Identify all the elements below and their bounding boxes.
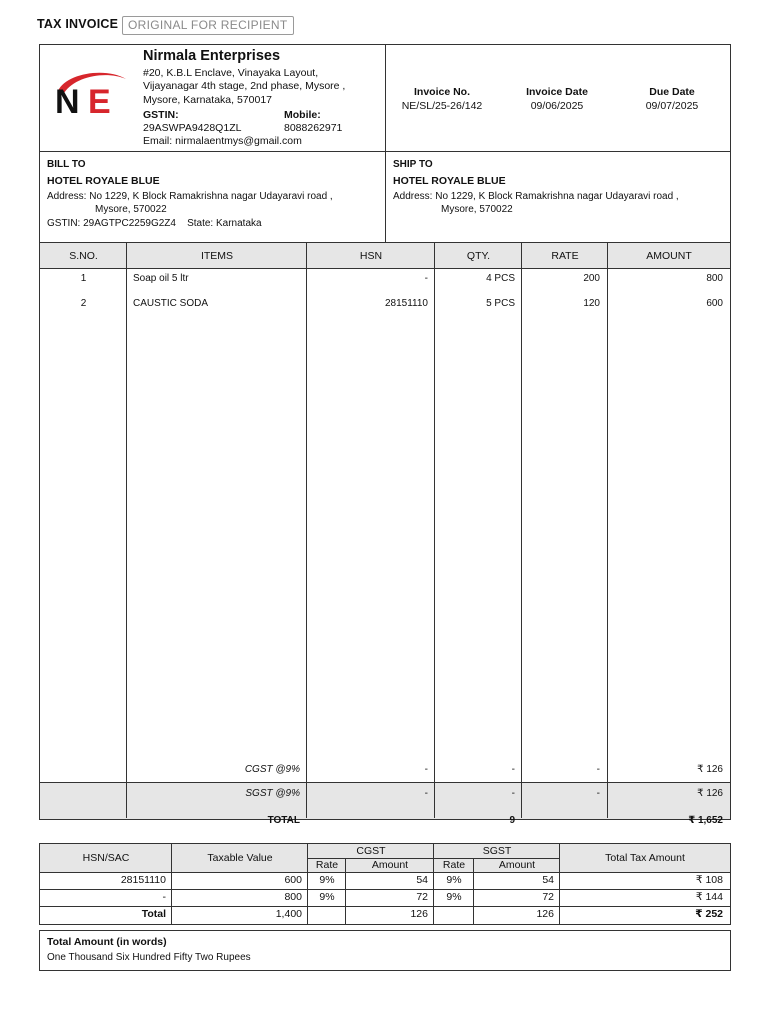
company-logo-icon [52,69,132,117]
invoice-meta [386,45,732,151]
company-address-line: Mysore, Karnataka, 570017 [143,93,272,106]
bill-to-address [47,190,333,216]
column-divider [435,243,522,818]
ship-to-address-line: Mysore, 570022 [441,204,513,215]
items-table [40,243,730,826]
tax-col-sgst-amount: Amount [498,859,536,871]
company-mobile-label: Mobile: [284,109,321,121]
tax-col-cgst: CGST [356,845,386,857]
column-divider [307,243,435,818]
ship-to-address [393,190,679,216]
bill-to-label: BILL TO [47,159,86,170]
company-email-label: Email: [143,135,173,147]
tax-col-taxable: Taxable Value [207,852,273,864]
column-divider [522,243,608,818]
document-title: TAX INVOICE [37,17,119,31]
company-mobile: 8088262971 [284,122,343,134]
sgst-hsn: - [424,788,428,799]
row-divider [40,906,730,907]
tax-summary-table [39,843,731,925]
tax-col-cgst-rate: Rate [315,859,339,871]
cgst-label: CGST @9% [244,764,300,775]
ship-to-block [386,152,732,242]
bill-to-name: HOTEL ROYALE BLUE [47,175,160,187]
bill-to-state: Karnataka [216,218,262,229]
items-total-qty: 9 [509,815,515,826]
column-divider [40,243,127,818]
col-header-hsn: HSN [359,250,383,262]
amount-in-words: One Thousand Six Hundred Fifty Two Rupees [47,952,251,963]
item-qty: 5 PCS [486,298,515,309]
item-qty: 4 PCS [486,273,515,284]
svg-text:N: N [55,83,77,117]
company-email-line [143,135,302,147]
tax-row-total: ₹ 108 [695,874,723,886]
tax-row-cgst-rate: 9% [319,874,335,886]
invoice-number-block [386,85,498,113]
sgst-qty: - [511,788,515,799]
bill-to-state-label: State: [187,218,214,229]
cgst-qty: - [511,764,515,775]
tax-total-taxable: 1,400 [275,908,302,920]
bill-to-address-line: No 1229, K Block Ramakrishna nagar Udayaravi road , [89,191,333,202]
sgst-label: SGST @9% [245,788,300,799]
tax-col-total: Total Tax Amount [605,852,685,864]
tax-row-sgst-rate: 9% [446,874,462,886]
company-email: nirmalaentmys@gmail.com [175,135,302,147]
company-address-line: #20, K.B.L Enclave, Vinayaka Layout, [143,67,319,79]
col-header-amount: AMOUNT [646,250,692,262]
company-name: Nirmala Enterprises [143,48,281,64]
party-section [40,152,730,243]
amount-in-words-block [39,930,731,971]
item-name: Soap oil 5 ltr [133,273,189,284]
tax-row-cgst-rate: 9% [319,891,335,903]
ship-to-name: HOTEL ROYALE BLUE [393,175,506,187]
column-divider [127,243,307,818]
tax-row-sgst-amount: 72 [542,891,554,903]
col-header-sno: S.NO. [69,250,98,262]
tax-row-taxable: 600 [284,874,302,886]
tax-total-amount: ₹ 252 [695,908,723,920]
bill-to-address-label: Address: [47,191,87,202]
tax-row-hsn: 28151110 [120,874,166,886]
col-header-qty: QTY. [466,250,491,262]
tax-total-sgst: 126 [536,908,554,920]
cgst-rate: - [596,764,600,775]
items-total-label: TOTAL [267,815,300,826]
tax-row-sgst-amount: 54 [542,874,554,886]
amount-in-words-label: Total Amount (in words) [47,936,167,948]
item-sno: 2 [80,298,87,309]
cgst-amount: ₹ 126 [697,764,723,775]
bill-to-address-line: Mysore, 570022 [95,204,167,215]
item-hsn: 28151110 [384,298,428,309]
tax-row-taxable: 800 [284,891,302,903]
item-rate: 120 [583,298,600,309]
invoice-number: NE/SL/25-26/142 [401,100,483,112]
invoice-top-section [40,45,730,152]
item-hsn: - [424,273,428,284]
tax-col-cgst-amount: Amount [371,859,409,871]
invoice-date-block [501,85,613,113]
row-divider [40,889,730,890]
company-gstin: 29ASWPA9428Q1ZL [143,122,242,134]
ship-to-address-line: No 1229, K Block Ramakrishna nagar Udayaravi road , [435,191,679,202]
item-amount: 600 [706,298,723,309]
tax-row-cgst-amount: 72 [416,891,428,903]
sgst-rate: - [596,788,600,799]
company-address [143,67,383,107]
item-name: CAUSTIC SODA [133,298,209,309]
due-date: 09/07/2025 [645,100,699,112]
tax-col-hsn: HSN/SAC [82,852,130,864]
cgst-hsn: - [424,764,428,775]
company-block [40,45,386,151]
tax-row-cgst-amount: 54 [416,874,428,886]
tax-total-label: Total [141,908,166,920]
item-sno: 1 [80,273,87,284]
tax-row-total: ₹ 144 [695,891,723,903]
items-total-amount: ₹ 1,652 [688,815,723,826]
invoice-number-label: Invoice No. [413,86,470,98]
invoice-frame [39,44,731,826]
bill-to-gst-line [47,218,262,229]
tax-row-hsn: - [162,891,166,903]
sgst-amount: ₹ 126 [697,788,723,799]
invoice-date-label: Invoice Date [526,86,588,98]
bill-to-block [40,152,386,242]
company-gstin-label: GSTIN: [143,109,179,121]
bill-to-gstin-label: GSTIN: [47,218,81,229]
col-header-rate: RATE [551,250,579,262]
item-rate: 200 [583,273,600,284]
invoice-date: 09/06/2025 [530,100,584,112]
col-header-items: ITEMS [200,250,234,262]
row-divider [40,872,730,873]
tax-row-sgst-rate: 9% [446,891,462,903]
item-amount: 800 [706,273,723,284]
copy-badge: ORIGINAL FOR RECIPIENT [122,16,294,35]
due-date-label: Due Date [649,86,695,98]
ship-to-label: SHIP TO [393,159,433,170]
svg-text:E: E [88,83,111,117]
tax-total-cgst: 126 [410,908,428,920]
company-address-line: Vijayanagar 4th stage, 2nd phase, Mysore , [143,80,346,93]
due-date-block [616,85,728,113]
tax-col-sgst: SGST [482,845,512,857]
ship-to-address-label: Address: [393,191,433,202]
bill-to-gstin: 29AGTPC2259G2Z4 [83,218,176,229]
tax-col-sgst-rate: Rate [442,859,466,871]
